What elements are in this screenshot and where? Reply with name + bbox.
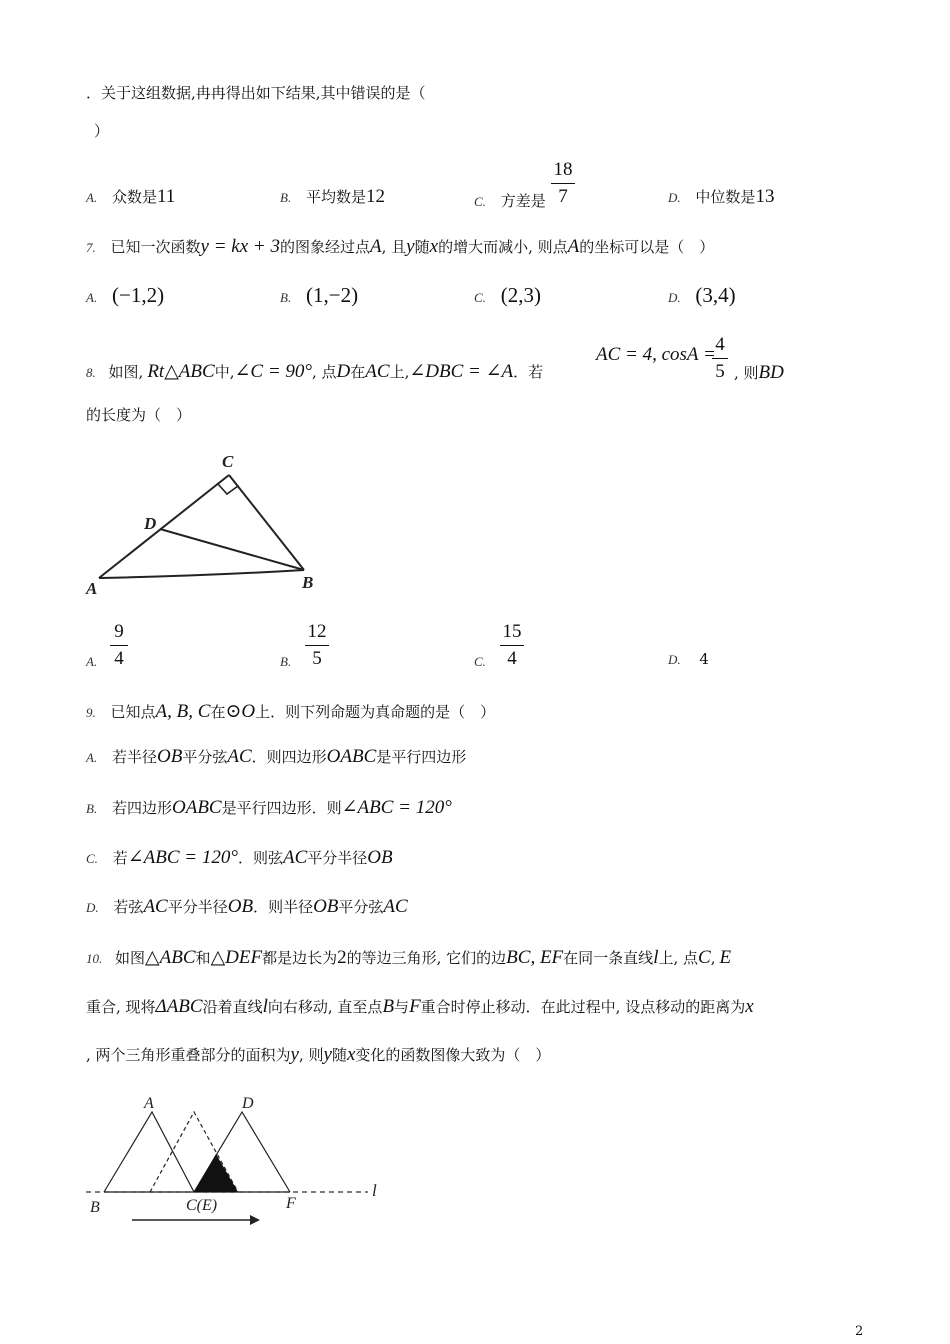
math: x (429, 236, 439, 257)
fraction-bar (551, 183, 575, 184)
text: 重合, 现将 (86, 998, 156, 1016)
math: AC (365, 361, 390, 382)
option-value: (3,4) (695, 283, 736, 307)
question-number: 9. (86, 705, 96, 720)
math: OB (367, 847, 393, 868)
q8-ask (734, 362, 784, 384)
math: BD (758, 362, 784, 383)
math: D (336, 361, 351, 382)
math: OB (313, 896, 339, 917)
option-label: A. (86, 654, 98, 669)
option-label: D. (668, 652, 681, 667)
text: 上．则下列命题为真命题的是（ ） (255, 703, 496, 721)
math: ∠DBC = ∠A (409, 361, 514, 382)
option-value: (−1,2) (111, 283, 165, 307)
q8-option-d (668, 650, 709, 668)
option-label: B. (86, 801, 98, 816)
option-label: C. (474, 290, 486, 305)
option-label: B. (280, 290, 292, 305)
text: 中, (214, 363, 235, 381)
math: ⊙O (225, 701, 256, 722)
q10-line2 (86, 996, 754, 1018)
math: AC (227, 746, 252, 767)
label-d: D (144, 514, 157, 533)
math: x (346, 1044, 356, 1065)
text: 是平行四边形 (376, 748, 467, 766)
option-label: A. (86, 750, 98, 765)
text: 是平行四边形．则 (221, 799, 342, 817)
option-text: 中位数是 (695, 188, 756, 206)
text: , 且 (381, 238, 407, 256)
q7-option-b (280, 283, 358, 308)
q7-option-c (474, 283, 541, 308)
text: 的图象经过点 (280, 238, 371, 256)
math: ∠C = 90° (234, 361, 312, 382)
text: 平分半径 (167, 898, 228, 916)
text: 重合时停止移动．在此过程中, 设点移动的距离为 (420, 998, 746, 1016)
fraction-numerator: 4 (715, 334, 725, 355)
fraction-numerator: 12 (307, 621, 327, 642)
q8-stem-line2: 的长度为（ ） (86, 406, 192, 424)
segment-db (160, 529, 304, 570)
segment-ac (99, 475, 229, 578)
fraction-numerator: 15 (502, 621, 522, 642)
option-label: D. (668, 190, 681, 205)
option-value: 12 (366, 186, 385, 207)
text: , 点 (312, 363, 337, 381)
q7-stem (86, 236, 714, 258)
q9-stem (86, 700, 495, 723)
q8-stem (86, 360, 543, 383)
math: OB (157, 746, 183, 767)
text: 都是边长为 (262, 949, 338, 967)
fraction-denominator: 4 (114, 648, 124, 669)
fraction-numerator: 18 (553, 159, 573, 180)
q6-stem: ．关于这组数据,冉冉得出如下结果,其中错误的是（ (86, 84, 426, 102)
question-number: 7. (86, 240, 96, 255)
fraction-bar (712, 358, 728, 359)
q9-option-b (86, 796, 452, 819)
text: 随 (414, 238, 430, 256)
option-text: 方差是 (500, 192, 546, 210)
q10-line1 (86, 946, 731, 969)
function-formula: y = kx + 3 (200, 236, 280, 257)
math: l (262, 996, 268, 1017)
option-label: B. (280, 654, 292, 669)
label-b: B (90, 1199, 100, 1216)
page-number: 2 (855, 1324, 864, 1339)
q8-triangle-figure (84, 450, 334, 600)
text: , 则 (298, 1046, 324, 1064)
option-label: D. (668, 290, 681, 305)
q8-option-a (86, 652, 97, 670)
q7-option-d (668, 283, 736, 308)
text: 上, 点 (658, 949, 699, 967)
q8-option-a-fraction (110, 621, 128, 670)
segment-cb (229, 475, 304, 570)
text: , 则 (734, 364, 759, 382)
text: 若弦 (113, 898, 144, 916)
q6-option-c (474, 190, 546, 211)
math: y (290, 1044, 299, 1065)
label-f: F (286, 1195, 296, 1212)
text: 已知点 (110, 703, 156, 721)
option-value: 11 (157, 186, 176, 207)
text: 和 (195, 949, 211, 967)
math: AC (383, 896, 408, 917)
text: ．则半径 (253, 898, 314, 916)
text: 沿着直线 (202, 998, 263, 1016)
math: A, B, C (155, 701, 211, 722)
arrow-head-icon (250, 1215, 260, 1225)
label-b: B (302, 573, 314, 592)
math: OABC (326, 746, 377, 767)
q8-option-c-fraction (500, 621, 524, 670)
fraction-bar (500, 645, 524, 646)
fraction-denominator: 4 (507, 648, 517, 669)
option-label: A. (86, 190, 98, 205)
math: x (745, 996, 754, 1017)
q8-given: AC = 4, cosA = (596, 344, 716, 365)
text: 变化的函数图像大致为（ ） (355, 1046, 551, 1064)
q6-option-d (668, 186, 774, 208)
q7-option-a (86, 283, 164, 308)
math: y (406, 236, 415, 257)
math: Rt△ABC (147, 361, 215, 382)
option-text: 平均数是 (305, 188, 366, 206)
overlap-region (194, 1154, 238, 1192)
math: △DEF (210, 947, 263, 968)
option-value: 4 (699, 650, 709, 668)
fraction-denominator: 5 (312, 648, 322, 669)
math: E (719, 947, 732, 968)
option-value: 13 (755, 186, 775, 207)
text: 如图, (108, 363, 144, 381)
option-label: C. (86, 851, 98, 866)
fraction-bar (110, 645, 128, 646)
option-value: (1,−2) (305, 283, 359, 307)
q10-triangles-figure (80, 1088, 390, 1238)
math: F (409, 996, 421, 1017)
text: 的增大而减小, 则点 (438, 238, 568, 256)
fraction-numerator: 9 (114, 621, 124, 642)
fraction-denominator: 7 (558, 186, 568, 207)
text: 在 (210, 703, 226, 721)
math: 2 (337, 947, 347, 968)
label-ce: C(E) (186, 1197, 218, 1214)
option-label: B. (280, 190, 292, 205)
q8-cos-fraction (712, 334, 728, 383)
option-text: 众数是 (111, 188, 157, 206)
q6-option-b (280, 186, 385, 208)
fraction-bar (305, 645, 329, 646)
text: 平分弦 (338, 898, 384, 916)
question-number: 10. (86, 951, 103, 966)
text: 若四边形 (111, 799, 172, 817)
text: ．若 (513, 363, 544, 381)
math: ΔABC (155, 996, 203, 1017)
option-label: C. (474, 194, 486, 209)
label-c: C (222, 452, 234, 471)
math: OABC (172, 797, 222, 818)
math: C (698, 947, 711, 968)
text: 在同一条直线 (563, 949, 654, 967)
text: 如图 (115, 949, 146, 967)
text: 平分半径 (307, 849, 368, 867)
text: ．则四边形 (251, 748, 327, 766)
text: 上, (389, 363, 410, 381)
text: , 两个三角形重叠部分的面积为 (86, 1046, 291, 1064)
math: △ABC (145, 947, 196, 968)
q6-option-c-fraction (551, 159, 575, 208)
text: 的等边三角形, 它们的边 (346, 949, 507, 967)
q9-option-c (86, 846, 393, 869)
q9-option-a (86, 746, 466, 768)
math: B (382, 996, 395, 1017)
math: BC, EF (506, 947, 564, 968)
math: ∠ABC = 120° (127, 847, 238, 868)
label-a: A (144, 1095, 154, 1112)
text: 的坐标可以是（ ） (579, 238, 715, 256)
option-value: (2,3) (500, 283, 541, 307)
text: 若半径 (111, 748, 157, 766)
segment-ab (99, 570, 304, 578)
fraction-denominator: 5 (715, 361, 725, 382)
text: 向右移动, 直至点 (267, 998, 383, 1016)
math: A (567, 236, 580, 257)
math: AC (143, 896, 168, 917)
triangle-abc (104, 1112, 194, 1192)
q8-option-b-fraction (305, 621, 329, 670)
math: AC (282, 847, 308, 868)
text: 若 (112, 849, 128, 867)
text: , (710, 949, 716, 967)
q8-option-b (280, 652, 291, 670)
math: l (653, 947, 659, 968)
text: 在 (350, 363, 366, 381)
q10-line3 (86, 1044, 550, 1066)
math: ∠ABC = 120° (341, 797, 452, 818)
text: 与 (394, 998, 410, 1016)
math: y (323, 1044, 332, 1065)
text: 平分弦 (182, 748, 228, 766)
label-l: l (372, 1181, 377, 1200)
option-label: A. (86, 290, 98, 305)
question-number: 8. (86, 365, 96, 380)
label-d: D (242, 1095, 254, 1112)
option-label: D. (86, 900, 99, 915)
option-label: C. (474, 654, 486, 669)
q8-option-c (474, 652, 486, 670)
q6-stem-end: ） (94, 122, 110, 140)
text: ．则弦 (237, 849, 283, 867)
q6-option-a (86, 186, 175, 208)
q9-option-d (86, 896, 408, 918)
text: 已知一次函数 (110, 238, 201, 256)
label-a: A (86, 579, 98, 598)
math: A (370, 236, 382, 257)
math: OB (227, 896, 254, 917)
right-angle-mark (218, 484, 238, 494)
text: 随 (331, 1046, 347, 1064)
